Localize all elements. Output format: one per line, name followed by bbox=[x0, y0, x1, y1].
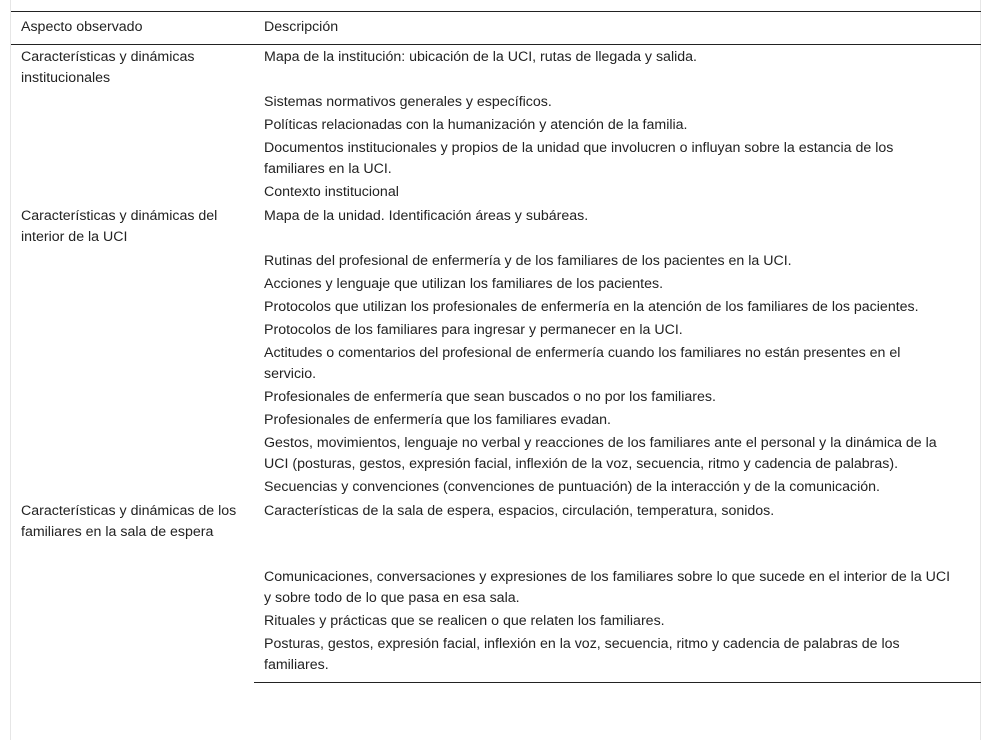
table-row bbox=[11, 204, 981, 250]
description-cell: Comunicaciones, conversaciones y expresiones de los familiares sobre lo que sucede en el interior de la UCI y sobre todo de lo que pasa en esa sala. bbox=[264, 569, 951, 606]
description-cell: Rituales y prácticas que se realicen o que relaten los familiares. bbox=[264, 613, 665, 629]
description-cell: Mapa de la unidad. Identificación áreas y subáreas. bbox=[264, 208, 589, 224]
description-cell: Acciones y lenguaje que utilizan los familiares de los pacientes. bbox=[264, 276, 664, 292]
description-cell: Profesionales de enfermería que sean buscados o no por los familiares. bbox=[264, 389, 716, 405]
description-cell: Gestos, movimientos, lenguaje no verbal y reacciones de los familiares ante el personal y la dinámica de la UCI (posturas, gestos, expresión facial, inflexión de la voz, secuencia, ritmo y cadencia de palabras). bbox=[264, 435, 937, 472]
observation-table bbox=[11, 11, 981, 683]
description-cell: Protocolos de los familiares para ingresar y permanecer en la UCI. bbox=[264, 322, 683, 338]
table-body bbox=[11, 45, 981, 683]
description-cell: Mapa de la institución: ubicación de la UCI, rutas de llegada y salida. bbox=[264, 49, 697, 65]
description-cell: Contexto institucional bbox=[264, 184, 399, 200]
header-description: Descripción bbox=[254, 12, 981, 45]
description-cell: Sistemas normativos generales y específicos. bbox=[264, 94, 552, 110]
description-cell: Actitudes o comentarios del profesional de enfermería cuando los familiares no están presentes en el servicio. bbox=[264, 345, 901, 382]
header-aspect: Aspecto observado bbox=[11, 12, 254, 45]
aspect-cell: Características y dinámicas del interior de la UCI bbox=[21, 208, 218, 245]
description-cell: Características de la sala de espera, espacios, circulación, temperatura, sonidos. bbox=[264, 503, 775, 519]
table-row bbox=[11, 45, 981, 92]
description-cell: Secuencias y convenciones (convenciones de puntuación) de la interacción y de la comunicación. bbox=[264, 479, 880, 495]
table-header bbox=[11, 12, 981, 45]
description-cell: Profesionales de enfermería que los familiares evadan. bbox=[264, 412, 611, 428]
description-cell: Documentos institucionales y propios de la unidad que involucren o influyan sobre la estancia de los familiares en la UCI. bbox=[264, 140, 894, 177]
aspect-cell: Características y dinámicas institucionales bbox=[21, 49, 195, 86]
header-row bbox=[11, 12, 981, 45]
aspect-cell: Características y dinámicas de los familiares en la sala de espera bbox=[21, 503, 237, 540]
description-cell: Protocolos que utilizan los profesionales de enfermería en la atención de los familiares de los pacientes. bbox=[264, 299, 919, 315]
description-cell: Posturas, gestos, expresión facial, inflexión en la voz, secuencia, ritmo y cadencia de palabras de los familiares. bbox=[254, 633, 981, 683]
description-cell: Rutinas del profesional de enfermería y de los familiares de los pacientes en la UCI. bbox=[264, 253, 792, 269]
table-row bbox=[11, 499, 981, 566]
description-cell: Políticas relacionadas con la humanización y atención de la familia. bbox=[264, 117, 688, 133]
